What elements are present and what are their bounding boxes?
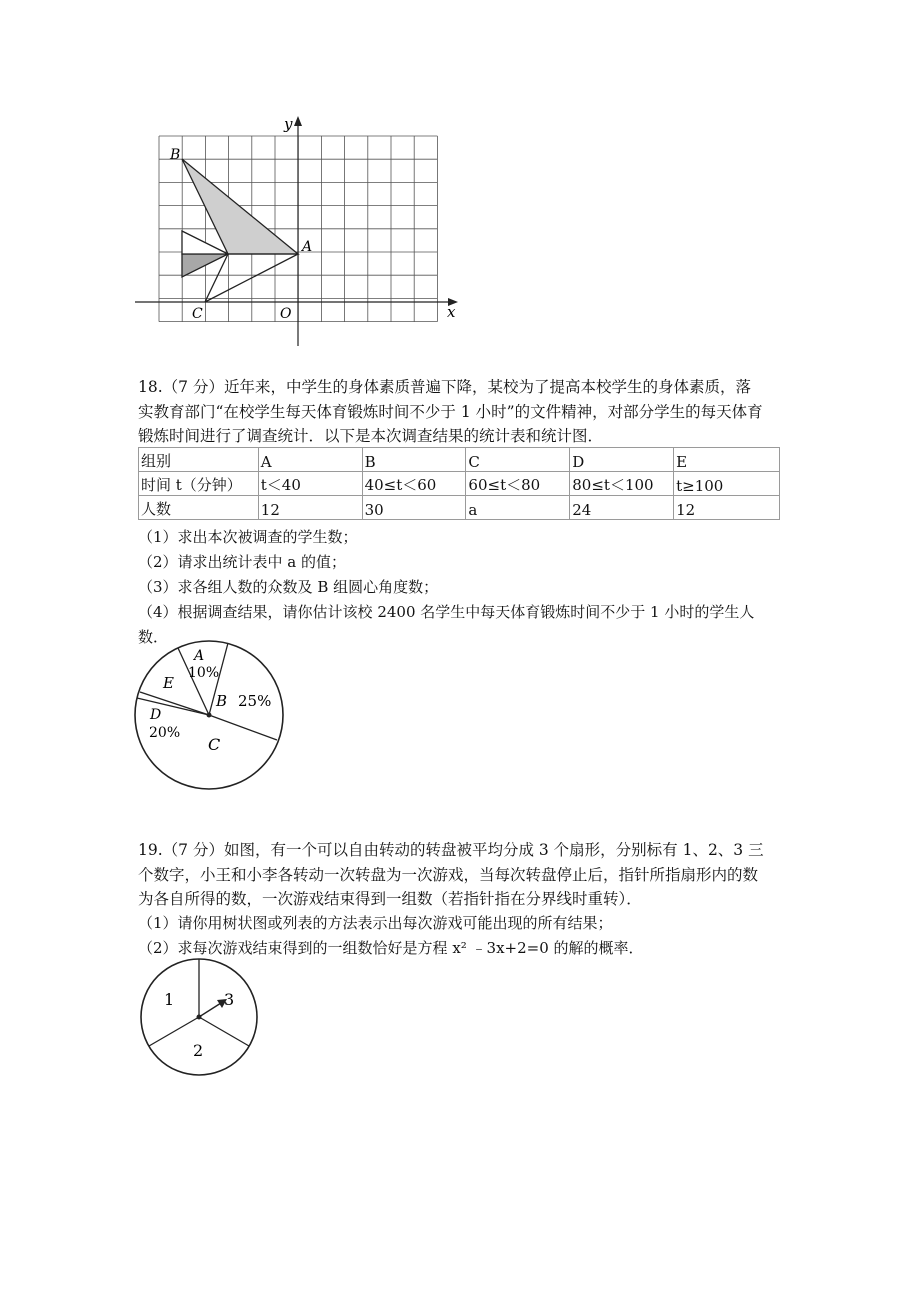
q19-text xyxy=(138,838,788,912)
q18-sub-1: （1）求出本次被调查的学生数； xyxy=(138,528,358,546)
pie-label-b: B xyxy=(216,692,228,710)
table-cell: 60≤t＜80 xyxy=(466,472,570,496)
table-cell: D xyxy=(570,448,674,472)
q18-sub-3: （3）求各组人数的众数及 B 组圆心角度数； xyxy=(138,578,439,596)
q18-text xyxy=(138,375,788,449)
spinner-label-2: 2 xyxy=(193,1041,204,1060)
q19-line-2: 个数字，小王和小李各转动一次转盘为一次游戏，当每次转盘停止后，指针所指扇形内的数 xyxy=(138,865,759,884)
table-cell: 12 xyxy=(258,496,362,520)
table-cell: 80≤t＜100 xyxy=(570,472,674,496)
y-axis-arrow xyxy=(294,116,302,126)
q19-line-1: 19.（7 分）如图，有一个可以自由转动的转盘被平均分成 3 个扇形，分别标有 1、2、3 三 xyxy=(138,841,764,859)
q18-line-1: 18.（7 分）近年来，中学生的身体素质普遍下降，某校为了提高本校学生的身体素质，落 xyxy=(138,378,751,396)
table-cell: 40≤t＜60 xyxy=(362,472,466,496)
spinner-label-3: 3 xyxy=(224,990,235,1009)
axis-y-label: y xyxy=(284,115,293,133)
table-cell: a xyxy=(466,496,570,520)
spinner-center xyxy=(197,1015,202,1020)
pie-label-d: D xyxy=(150,707,162,723)
table-cell: 组别 xyxy=(139,448,259,472)
table-row xyxy=(139,448,780,472)
table-cell: t＜40 xyxy=(258,472,362,496)
point-a-label: A xyxy=(302,239,313,255)
q18-sub-4-line-1: （4）根据调查结果，请你估计该校 2400 名学生中每天体育锻炼时间不少于 1 小时的学生人 xyxy=(138,603,755,621)
q18-line-2: 实教育部门“在校学生每天体育锻炼时间不少于 1 小时”的文件精神，对部分学生的每天体育 xyxy=(138,402,763,421)
pie-center xyxy=(207,713,212,718)
pie-label-c: C xyxy=(208,735,221,754)
pie-pct-a: 10% xyxy=(188,665,220,681)
pie-chart xyxy=(130,640,300,795)
pie-label-e: E xyxy=(163,674,174,692)
point-b-label: B xyxy=(170,147,181,163)
table-cell: t≥100 xyxy=(674,472,780,496)
table-cell: E xyxy=(674,448,780,472)
origin-label: O xyxy=(280,306,292,322)
q18-line-3: 锻炼时间进行了调查统计．以下是本次调查结果的统计表和统计图． xyxy=(138,427,604,445)
point-c-label: C xyxy=(192,306,203,322)
q18-sub-4-line-2: 数． xyxy=(138,628,169,646)
table-cell: 24 xyxy=(570,496,674,520)
table-row xyxy=(139,496,780,520)
q18-sub-2: （2）请求出统计表中 a 的值； xyxy=(138,553,347,571)
table-cell: C xyxy=(466,448,570,472)
pie-pct-d: 20% xyxy=(149,725,181,741)
statistics-table xyxy=(138,447,780,520)
table-cell: A xyxy=(258,448,362,472)
q19-line-3: 为各自所得的数，一次游戏结束得到一组数（若指针指在分界线时重转）． xyxy=(138,890,642,908)
table-cell: 人数 xyxy=(139,496,259,520)
coordinate-grid-figure xyxy=(130,110,470,350)
table-cell: 12 xyxy=(674,496,780,520)
pie-pct-b: 25% xyxy=(238,692,272,710)
q19-sub-1: （1）请你用树状图或列表的方法表示出每次游戏可能出现的所有结果； xyxy=(138,914,613,932)
table-cell: 时间 t（分钟） xyxy=(139,472,259,496)
q19-sub-2: （2）求每次游戏结束得到的一组数恰好是方程 x² ﹣3x+2=0 的解的概率． xyxy=(138,939,644,957)
table-cell: B xyxy=(362,448,466,472)
spinner-label-1: 1 xyxy=(164,990,175,1009)
table-row xyxy=(139,472,780,496)
axis-x-label: x xyxy=(447,303,456,321)
spinner-figure xyxy=(135,955,265,1080)
table-cell: 30 xyxy=(362,496,466,520)
pie-label-a: A xyxy=(194,648,205,664)
